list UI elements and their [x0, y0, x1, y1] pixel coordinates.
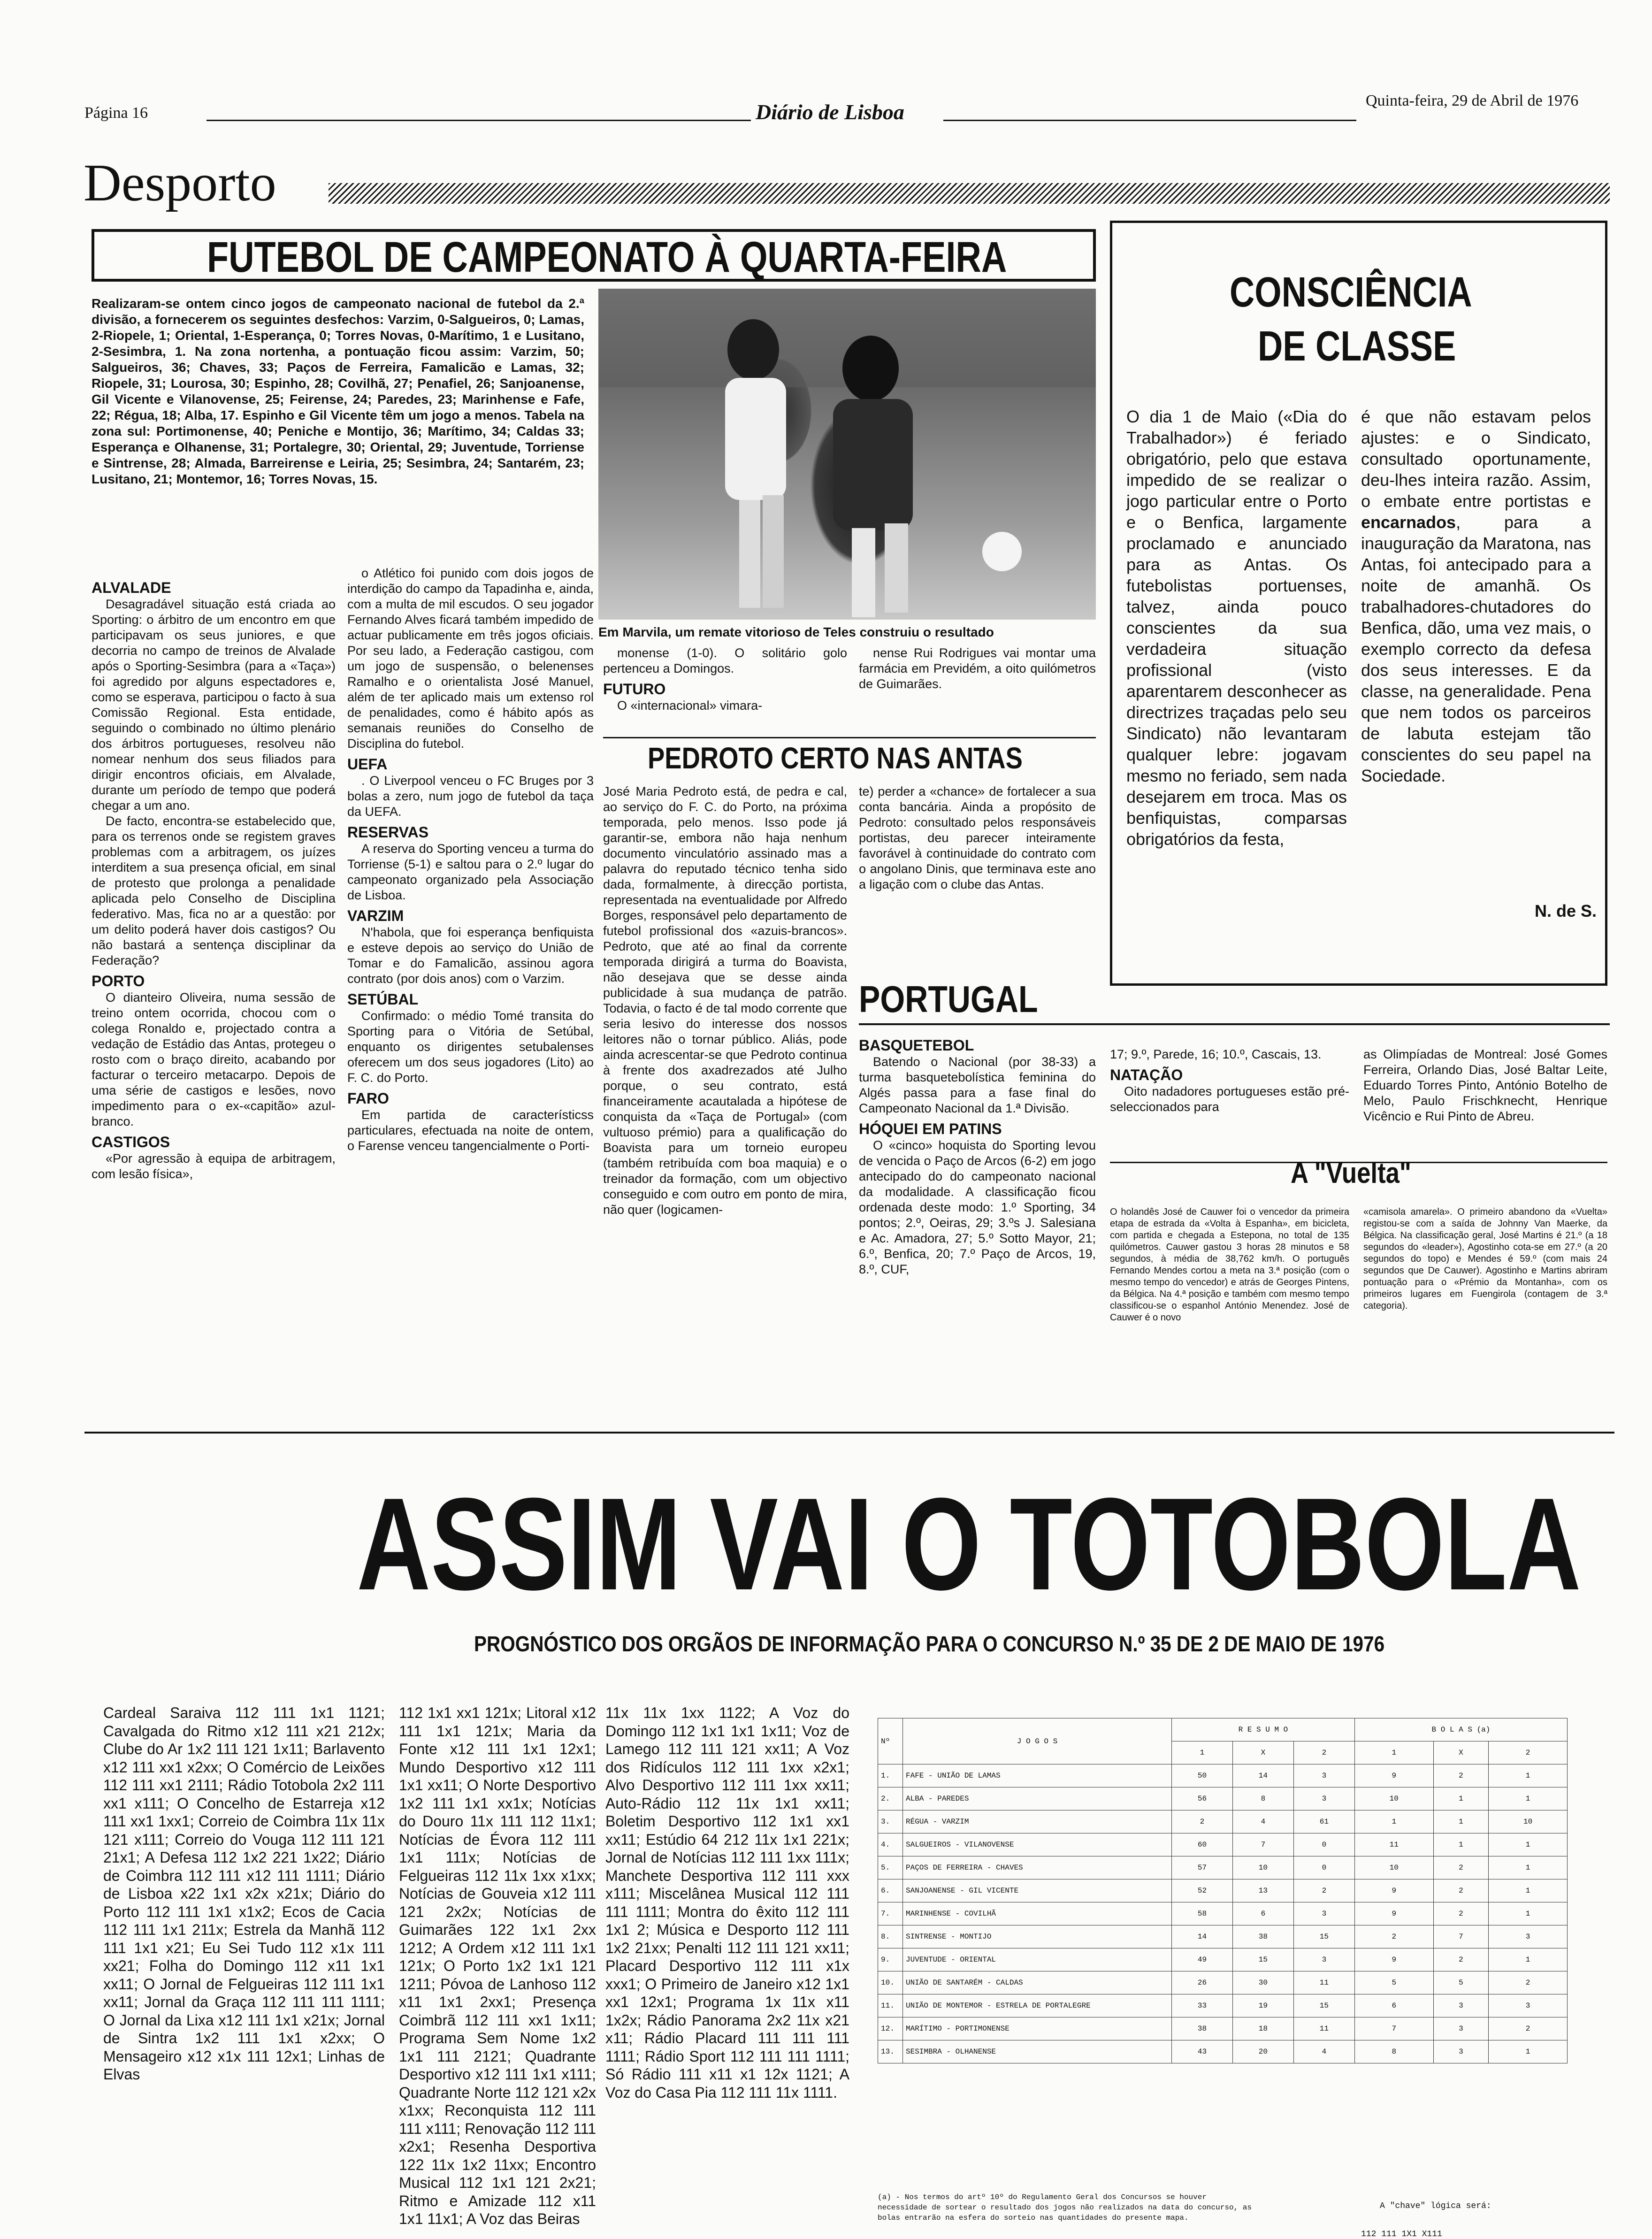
table-cell: 0: [1293, 1833, 1354, 1856]
table-row: [878, 1994, 1568, 2017]
table-cell: 1: [1433, 1833, 1489, 1856]
table-cell: 4: [1293, 2040, 1354, 2063]
table-header-bolas: B O L A S (a): [1354, 1718, 1567, 1741]
consciencia-box: [1110, 221, 1607, 986]
paragraph: Batendo o Nacional (por 38-33) a turma basquetebolística feminina do Algés passa para a fase final do Campeonato Nacional da 1.ª Divisão.: [859, 1055, 1096, 1115]
portugal-rule: [859, 1023, 1610, 1025]
subheading: NATAÇÃO: [1110, 1066, 1183, 1083]
table-row: [878, 1856, 1568, 1879]
paragraph: nense Rui Rodrigues vai montar uma farmácia em Previdém, a oito quilómetros de Guimarães.: [859, 646, 1096, 691]
totobola-subhead: PROGNÓSTICO DOS ORGÃOS DE INFORMAÇÃO PARA O CONCURSO N.º 35 DE 2 DE MAIO DE 1976: [474, 1632, 1385, 1656]
paragraph: Desagradável situação está criada ao Sporting: o árbitro de um encontro em que participavam os seus juniores, e que decorria no campo de treinos de Alvalade após o Sporting-Sesimbra (para a «Taça») foi agredido por alguns espectadores e, como se esperava, participou o facto à sua Comissão Regional. Esta entidade, seguindo o combinado no último plenário dos árbitros portugueses, resolveu não nomear nenhum dos seus filiados para dirigir encontros oficiais, em Alvalade, durante um período de tempo que poderá chegar a um ano.: [92, 597, 336, 813]
table-cell: 1: [1489, 1948, 1568, 1971]
portugal-col1: [859, 1033, 1096, 1418]
paragraph: . O Liverpool venceu o FC Bruges por 3 bolas a zero, num jogo de futebol da taça da UEFA.: [347, 774, 594, 819]
table-cell: 6.: [878, 1879, 903, 1902]
paragraph: «Por agressão à equipa de arbitragem, com lesão física»,: [92, 1151, 336, 1181]
paragraph: O «cinco» hoquista do Sporting levou de vencida o Paço de Arcos (6-2) em jogo antecipado do do campeonato nacional da modalidade. A classificação ficou ordenada deste modo: 1.º Sporting, 34 pontos; 2.º, Oeiras, 29; 3.ºs J. Salesiana e Ac. Amadora, 27; 5.º Sotto Mayor, 21; 6.º, Benfica, 20; 7.º Paço de Arcos, 19, 8.º, CUF,: [859, 1138, 1096, 1276]
consciencia-headline-1: CONSCIÊNCIA: [1230, 269, 1472, 316]
table-cell: 30: [1232, 1971, 1293, 1994]
subheading: SETÚBAL: [347, 991, 419, 1008]
table-cell: 1.: [878, 1764, 903, 1787]
subheading: VARZIM: [347, 907, 404, 924]
subheading: CASTIGOS: [92, 1134, 170, 1150]
futebol-lead: Realizaram-se ontem cinco jogos de campeonato nacional de futebol da 2.ª divisão, a fornecerem os seguintes desfechos: Varzim, 0-Salgueiros, 0; Lamas, 2-Riopele, 1; Oriental, 1-Esperança, 0; Torres Novas, 0-Marítimo, 1 e Lusitano, 2-Sesimbra, 1. Na zona nortenha, a pontuação ficou assim: Varzim, 50; Salgueiros, 36; Chaves, 33; Paços de Ferreira, Famalicão e Lamas, 32; Riopele, 31; Lourosa, 30; Espinho, 28; Covilhã, 27; Penafiel, 26; Sanjoanense, Gil Vicente e Vilanovense, 25; Feirense, 24; Paredes, 23; Marinhense e Fafe, 22; Régua, 18; Alba, 17. Espinho e Gil Vicente têm um jogo a menos. Tabela na zona sul: Portimonense, 40; Peniche e Montijo, 36; Marítimo, 34; Caldas 33; Esperança e Olhanense, 31; Portalegre, 30; Oriental, 29; Juventude, Torriense e Sintrense, 28; Almada, Barreirense e Leiria, 25; Sesimbra, 24; Santarém, 23; Lusitano, 21; Montemor, 16; Torres Novas, 15.: [92, 296, 584, 486]
futebol-headline-box: [92, 229, 1096, 282]
table-subheader-cell: 1: [1354, 1741, 1433, 1764]
paragraph: Confirmado: o médio Tomé transita do Sporting para o Vitória de Setúbal, enquanto os dirigentes setubalenses oferecem um dos seus jogadores (Lito) ao F. C. do Porto.: [347, 1009, 594, 1085]
paragraph: De facto, encontra-se estabelecido que, para os terrenos onde se registem graves problemas com a arbitragem, os juízes interditem a sua presença oficial, em sinal de protesto que prolonga a penalidade aplicada pelo Conselho de Disciplina federativo. Mas, fica no ar a questão: por um delito poderá haver dois castigos? Ou não bastará a sentença disciplinar da Federação?: [92, 814, 336, 967]
table-cell: 11.: [878, 1994, 903, 2017]
totobola-headline: ASSIM VAI O TOTOBOLA: [357, 1471, 1581, 1618]
paragraph: monense (1-0). O solitário golo pertenceu a Domingos.: [603, 646, 847, 675]
consciencia-col1: O dia 1 de Maio («Dia do Trabalhador») é feriado obrigatório, pelo que estava impedido de se realizar o jogo particular entre o Porto e o Benfica, largamente proclamado e anunciado para as Antas. Os futebolistas portuenses, talvez, ainda pouco conscientes da sua verdadeira situação profissional (visto aparentarem desconhecer as directrizes traçadas pelo seu Sindicato) não levantaram qualquer lebre: jogavam mesmo no feriado, sem nada desejarem em troca. Mas os benfiquistas, comparsas obrigatórios da festa,: [1126, 407, 1347, 849]
table-cell: 2: [1433, 1879, 1489, 1902]
table-cell: 26: [1172, 1971, 1233, 1994]
table-cell-jogo: UNIÃO DE MONTEMOR - ESTRELA DE PORTALEGRE: [903, 1994, 1172, 2017]
table-cell: 3: [1293, 1902, 1354, 1925]
table-cell: 5: [1354, 1971, 1433, 1994]
table-cell-jogo: SESIMBRA - OLHANENSE: [903, 2040, 1172, 2063]
masthead-rule-right: [943, 120, 1356, 121]
table-cell: 2: [1293, 1879, 1354, 1902]
futebol-col3: [603, 645, 847, 732]
table-cell: 1: [1489, 1879, 1568, 1902]
table-cell: 1: [1489, 1833, 1568, 1856]
masthead-rule-left: [206, 120, 751, 121]
table-cell: 19: [1232, 1994, 1293, 2017]
table-cell: 7: [1232, 1833, 1293, 1856]
table-cell: 2: [1433, 1948, 1489, 1971]
table-cell-jogo: SALGUEIROS - VILANOVENSE: [903, 1833, 1172, 1856]
chave-label: A "chave" lógica será:: [1380, 2201, 1491, 2211]
table-cell: 2: [1433, 1856, 1489, 1879]
table-cell: 58: [1172, 1902, 1233, 1925]
table-cell: 13: [1232, 1879, 1293, 1902]
paragraph: Em partida de característicss particulares, efectuada na noite de ontem, o Farense venceu tangencialmente o Porti-: [347, 1108, 594, 1153]
subheading: ALVALADE: [92, 579, 171, 596]
table-cell: 3: [1293, 1787, 1354, 1810]
table-cell: 9: [1354, 1902, 1433, 1925]
table-cell: 10.: [878, 1971, 903, 1994]
consciencia-col2-part1: é que não estavam pelos ajustes: e o Sindicato, consultado oportunamente, deu-lhes inteira razão. Assim, o embate entre portistas e: [1361, 407, 1591, 511]
table-cell: 11: [1293, 1971, 1354, 1994]
table-subheader-cell: 2: [1293, 1741, 1354, 1764]
table-cell-jogo: FAFE - UNIÃO DE LAMAS: [903, 1764, 1172, 1787]
table-cell: 12.: [878, 2017, 903, 2040]
table-cell: 49: [1172, 1948, 1233, 1971]
paragraph: Oito nadadores portugueses estão pré-seleccionados para: [1110, 1084, 1349, 1114]
table-cell: 8: [1354, 2040, 1433, 2063]
table-cell: 1: [1433, 1810, 1489, 1833]
futebol-col2: [347, 566, 594, 1415]
table-cell: 8: [1232, 1787, 1293, 1810]
table-cell: 5: [1433, 1971, 1489, 1994]
photo-caption: Em Marvila, um remate vitorioso de Teles construiu o resultado: [598, 625, 994, 639]
subheading: PORTO: [92, 973, 145, 989]
table-cell: 2: [1489, 2017, 1568, 2040]
table-cell: 38: [1232, 1925, 1293, 1948]
table-subheader-cell: 2: [1489, 1741, 1568, 1764]
table-cell: 6: [1354, 1994, 1433, 2017]
table-cell: 4.: [878, 1833, 903, 1856]
pedroto-rule: [603, 737, 1096, 739]
totobola-rule: [84, 1432, 1614, 1434]
table-row: [878, 1787, 1568, 1810]
table-cell: 15: [1293, 1925, 1354, 1948]
table-cell: 56: [1172, 1787, 1233, 1810]
table-cell-jogo: MARINHENSE - COVILHÃ: [903, 1902, 1172, 1925]
resumo-table: [878, 1718, 1568, 2063]
table-cell: 38: [1172, 2017, 1233, 2040]
subheading: HÓQUEI EM PATINS: [859, 1120, 1002, 1137]
table-cell: 2: [1172, 1810, 1233, 1833]
table-cell: 18: [1232, 2017, 1293, 2040]
table-cell: 14: [1172, 1925, 1233, 1948]
issue-date: Quinta-feira, 29 de Abril de 1976: [1366, 92, 1579, 109]
table-cell: 9: [1354, 1764, 1433, 1787]
vuelta-col2: «camisola amarela». O primeiro abandono da «Vuelta» registou-se com a saída de Johnny Van Maerke, da Bélgica. Na classificação geral, José Martins é 21.º (a 18 segundos do «leader»), Agostinho cota-se em 27.º (a 20 segundos do topo) e Mendes é 59.º (com mais 24 segundos que De Cauwer). Agostinho e Martins abriram pontuação para o «Prémio da Montanha», com os primeiros lugares em Fuengirola (contagem de 3.ª categoria).: [1363, 1207, 1607, 1311]
resumo-table-wrapper: [878, 1718, 1568, 2239]
table-cell: 2: [1433, 1902, 1489, 1925]
table-cell: 1: [1489, 1787, 1568, 1810]
consciencia-col2-part2: , para a inauguração da Maratona, nas Antas, foi antecipado para a noite de amanhã. Os trabalhadores-chutadores do Benfica, dão, uma vez mais, o exemplo correcto da defesa dos seus interesses. E da classe, na generalidade. Pena que nem todos os parceiros de labuta estejam tão conscientes do seu papel na Sociedade.: [1361, 513, 1591, 785]
subheading: FUTURO: [603, 681, 666, 698]
table-row: [878, 1833, 1568, 1856]
table-cell: 3: [1489, 1925, 1568, 1948]
table-cell: 43: [1172, 2040, 1233, 2063]
table-cell: 57: [1172, 1856, 1233, 1879]
paragraph: 17; 9.º, Parede, 16; 10.º, Cascais, 13.: [1110, 1047, 1322, 1061]
table-cell: 5.: [878, 1856, 903, 1879]
table-cell: 3: [1433, 2017, 1489, 2040]
section-hatch-rule: [329, 183, 1610, 204]
table-subheader-cell: 1: [1172, 1741, 1233, 1764]
table-cell: 3.: [878, 1810, 903, 1833]
table-cell-jogo: UNIÃO DE SANTARÉM - CALDAS: [903, 1971, 1172, 1994]
table-cell: 1: [1489, 1764, 1568, 1787]
table-cell: 1: [1489, 1856, 1568, 1879]
table-cell: 33: [1172, 1994, 1233, 2017]
table-cell: 9: [1354, 1948, 1433, 1971]
table-subheader-cell: X: [1232, 1741, 1293, 1764]
page-number: Página 16: [84, 104, 148, 122]
table-cell: 11: [1293, 2017, 1354, 2040]
table-cell: 7: [1433, 1925, 1489, 1948]
table-header-resumo: R E S U M O: [1172, 1718, 1355, 1741]
vuelta-col1: O holandês José de Cauwer foi o vencedor da primeira etapa de estrada da «Volta à Espanha», em bicicleta, com partida e chegada a Estepona, no total de 135 quilómetros. Cauwer gastou 3 horas 28 minutos e 58 segundos, à média de 38,762 km/h. O português Fernando Mendes cortou a meta na 3.ª posição (com o mesmo tempo do vencedor) e atrás de Georges Pintens, da Bélgica. Na 4.ª posição e também com mesmo tempo classificou-se o espanhol António Menendez. José de Cauwer é o novo: [1110, 1207, 1349, 1323]
consciencia-col2-bold: encarnados: [1361, 513, 1456, 532]
table-cell: 9.: [878, 1948, 903, 1971]
table-row: [878, 1925, 1568, 1948]
table-cell: 9: [1354, 1879, 1433, 1902]
vuelta-headline: A "Vuelta": [1291, 1157, 1411, 1189]
table-cell: 10: [1354, 1856, 1433, 1879]
table-cell: 1: [1354, 1810, 1433, 1833]
table-cell: 0: [1293, 1856, 1354, 1879]
pedroto-col2: te) perder a «chance» de fortalecer a sua conta bancária. Ainda a propósito de Pedroto: consultado pelos responsáveis portistas, deu parecer inteiramente favorável à continuidade do contrato com o angolano Dinis, que terminava este ano a ligação com o clube das Antas.: [859, 784, 1096, 891]
consciencia-headline-2: DE CLASSE: [1258, 323, 1456, 370]
table-cell: 2: [1354, 1925, 1433, 1948]
table-cell: 15: [1232, 1948, 1293, 1971]
table-cell: 3: [1433, 2040, 1489, 2063]
totobola-col3: 11x 11x 1xx 1122; A Voz do Domingo 112 1x1 1x1 1x11; Voz de Lamego 112 111 121 xx11; A Voz dos Ridículos 112 111 1xx x2x1; Alvo Desportivo 112 111 1xx xx11; Auto-Rádio 112 11x 1x1 xx11; Boletim Desportivo 112 1x1 xx1 xx11; Estúdio 64 212 11x 1x1 221x; Jornal de Notícias 112 111 1xx 111x; Manchete Desportiva 112 111 xxx x111; Miscelânea Musical 112 111 111 1111; Montra do êxito 112 111 1x1 2; Música e Desporto 112 111 1x2 21xx; Penalti 112 111 121 xx11; Placard Desportivo 112 111 x1x xxx1; O Primeiro de Janeiro x12 1x1 xx1 12x1; Programa 1x 11x x11 1x2x; Rádio Panorama 2x2 11x x21 x11; Rádio Placard 111 111 111 1111; Rádio Sport 112 111 111 1111; Só Rádio 111 x11 x1 12x 1121; A Voz do Casa Pia 112 111 11x 1111.: [605, 1704, 849, 2101]
table-cell: 1: [1489, 1902, 1568, 1925]
table-cell-jogo: SANJOANENSE - GIL VICENTE: [903, 1879, 1172, 1902]
subheading: RESERVAS: [347, 824, 429, 841]
table-cell: 60: [1172, 1833, 1233, 1856]
table-cell: 7.: [878, 1902, 903, 1925]
table-cell: 10: [1489, 1810, 1568, 1833]
section-title: Desporto: [84, 154, 276, 212]
table-cell: 10: [1354, 1787, 1433, 1810]
consciencia-signature: N. de S.: [1535, 901, 1597, 920]
table-cell: 2: [1489, 1971, 1568, 1994]
paragraph: N'habola, que foi esperança benfiquista e esteve depois ao serviço do União de Tomar e do Famalicão, assinou agora contrato (por dois anos) com o Varzim.: [347, 925, 594, 986]
portugal-col3: as Olimpíadas de Montreal: José Gomes Ferreira, Orlando Dias, José Baltar Leite, Eduardo Torres Pinto, António Botelho de Melo, Paulo Frischknecht, Henrique Vicêncio e Rui Pinto de Abreu.: [1363, 1047, 1607, 1123]
table-cell: 2.: [878, 1787, 903, 1810]
paragraph: o Atlético foi punido com dois jogos de interdição do campo da Tapadinha e, ainda, com a multa de mil escudos. O seu jogador Fernando Alves ficará também impedido de actuar publicamente em três jogos oficiais. Por seu lado, a Federação castigou, com um jogo de suspensão, o belenenses Ramalho e o orientalista José Manuel, além de ter aplicado mais um extenso rol de penalidades, como é hábito após as semanais reuniões do Conselho de Disciplina do futebol.: [347, 566, 594, 751]
totobola-col1: Cardeal Saraiva 112 111 1x1 1121; Cavalgada do Ritmo x12 111 x21 212x; Clube do Ar 1x2 111 121 1x11; Barlavento x12 111 xx1 x2xx; O Comércio de Leixões 112 111 xx1 2111; Rádio Totobola 2x2 111 xx1 x111; O Concelho de Estarreja x12 111 xx1 1xx1; Correio de Coimbra 11x 11x 121 x111; Correio do Vouga 112 111 121 21x1; A Defesa 112 1x2 221 1x22; Diário de Coimbra 112 111 x12 111 1111; Diário de Lisboa x22 1x1 x2x x21x; Diário do Porto 112 111 1x1 x1x2; Ecos de Cacia 112 111 1x1 211x; Estrela da Manhã 112 111 1x1 x21; Eu Sei Tudo 112 x1x 111 xx21; Folha do Domingo 112 x11 1x1 xx11; O Jornal de Felgueiras 112 111 1x1 xx11; Jornal da Graça 112 111 111 1111; O Jornal da Lixa x12 111 1x1 x21x; Jornal de Sintra 1x2 111 1x1 x2xx; O Mensageiro x12 x1x 111 12x1; Linhas de Elvas: [103, 1704, 385, 2083]
table-row: [878, 1902, 1568, 1925]
paragraph: O «internacional» vimara-: [617, 698, 763, 713]
table-cell: 3: [1489, 1994, 1568, 2017]
table-cell: 3: [1293, 1948, 1354, 1971]
table-row: [878, 2017, 1568, 2040]
table-cell: 7: [1354, 2017, 1433, 2040]
totobola-col2: 112 1x1 xx1 121x; Litoral x12 111 1x1 121x; Maria da Fonte x12 111 1x1 12x1; Mundo Desportivo x12 111 1x1 xx11; O Norte Desportivo 1x2 111 1x1 xx1x; Notícias do Douro 11x 111 112 11x1; Notícias de Évora 112 111 1x1 111x; Notícias de Felgueiras 112 11x 1xx x1xx; Notícias de Gouveia x12 111 121 2x2x; Notícias de Guimarães 122 1x1 2xx 1212; A Ordem x12 111 1x1 121x; O Porto 1x2 1x1 121 1211; Póvoa de Lanhoso 112 x11 1x1 2xx1; Presença Coimbrã 112 111 xx1 1x11; Programa Sem Nome 1x2 1x1 111 2121; Quadrante Desportivo x12 111 1x1 x111; Quadrante Norte 112 121 x2x x1xx; Reconquista 112 111 111 x111; Renovação 112 111 x2x1; Resenha Desportiva 122 11x 1x2 11xx; Encontro Musical 112 1x1 121 2x21; Ritmo e Amizade 112 x11 1x1 11x1; A Voz das Beiras: [399, 1704, 596, 2227]
table-cell: 50: [1172, 1764, 1233, 1787]
table-cell: 52: [1172, 1879, 1233, 1902]
portugal-headline: PORTUGAL: [859, 978, 1038, 1020]
table-header-no: Nº: [878, 1718, 903, 1764]
table-footnote: (a) - Nos termos do artº 10º do Regulamento Geral dos Concursos se houver necessidade de sortear o resultado dos jogos não realizados na data do concurso, as bolas entrarão na esfera do sorteio nas quantidades do presente mapa.: [878, 2193, 1252, 2222]
table-header-jogos: J O G O S: [903, 1718, 1172, 1764]
table-cell: 15: [1293, 1994, 1354, 2017]
newspaper-name: Diário de Lisboa: [756, 100, 904, 124]
table-row: [878, 1810, 1568, 1833]
table-cell: 1: [1433, 1787, 1489, 1810]
futebol-col1: [92, 575, 336, 1415]
table-cell: 20: [1232, 2040, 1293, 2063]
futebol-col4: [859, 645, 1096, 732]
football-photo: [598, 289, 1096, 620]
table-cell: 2: [1433, 1764, 1489, 1787]
subheading: BASQUETEBOL: [859, 1037, 974, 1054]
pedroto-headline: PEDROTO CERTO NAS ANTAS: [648, 741, 1023, 775]
table-row: [878, 1948, 1568, 1971]
table-cell-jogo: ALBA - PAREDES: [903, 1787, 1172, 1810]
table-row: [878, 1971, 1568, 1994]
pedroto-col1: José Maria Pedroto está, de pedra e cal, ao serviço do F. C. do Porto, na próxima temporada, pelo menos. Isso pode já garantir-se, embora não haja nenhum documento vinculatório assinado mas a palavra do reputado técnico tenha sido dada, formalmente, à direcção portista, representada na eventualidade por Alfredo Borges, responsável pelo departamento de futebol profissional dos «azuis-brancos». Pedroto, que até ao final da corrente temporada dirigirá a turma do Boavista, não desejava que se desse ainda publicidade à sua mudança de patrão. Todavia, o facto é de tal modo corrente que seria lesivo do interesse dos nossos leitores não o tornar público. Aliás, pode ainda acrescentar-se que Pedroto continua à frente dos axadrezados até Julho porque, o seu contrato, está financeiramente acautalada a hipótese de conquista da «Taça de Portugal» (com vultuoso prémio) para a qualificação do Boavista para um torneio europeu (também retribuída com boa maquia) e o treinador da formação, com um objectivo conseguido e com outro em ponto de mira, não quer (logicamen-: [603, 784, 847, 1217]
table-cell: 1: [1489, 2040, 1568, 2063]
consciencia-col2: [1361, 406, 1591, 946]
photo-figures-illustration: [598, 289, 1096, 620]
table-cell: 6: [1232, 1902, 1293, 1925]
table-row: [878, 1764, 1568, 1787]
table-row: [878, 2040, 1568, 2063]
table-row: [878, 1879, 1568, 1902]
futebol-headline: FUTEBOL DE CAMPEONATO À QUARTA-FEIRA: [207, 233, 1007, 281]
table-cell-jogo: JUVENTUDE - ORIENTAL: [903, 1948, 1172, 1971]
table-cell: 13.: [878, 2040, 903, 2063]
table-cell: 14: [1232, 1764, 1293, 1787]
resumo-table-body: [878, 1764, 1568, 2063]
table-subheader-cell: X: [1433, 1741, 1489, 1764]
table-cell: 3: [1293, 1764, 1354, 1787]
table-cell-jogo: MARÍTIMO - PORTIMONENSE: [903, 2017, 1172, 2040]
table-cell-jogo: SINTRENSE - MONTIJO: [903, 1925, 1172, 1948]
table-cell-jogo: RÉGUA - VARZIM: [903, 1810, 1172, 1833]
table-cell: 11: [1354, 1833, 1433, 1856]
table-cell-jogo: PAÇOS DE FERREIRA - CHAVES: [903, 1856, 1172, 1879]
table-cell: 61: [1293, 1810, 1354, 1833]
subheading: FARO: [347, 1090, 389, 1107]
table-cell: 3: [1433, 1994, 1489, 2017]
paragraph: A reserva do Sporting venceu a turma do Torriense (5-1) e saltou para o 2.º lugar do campeonato organizado pela Associação de Lisboa.: [347, 842, 594, 902]
table-cell: 4: [1232, 1810, 1293, 1833]
paragraph: O dianteiro Oliveira, numa sessão de treino ontem ocorrida, chocou com o colega Ronaldo e, projectado contra a vedação de Estádio das Antas, protegeu o rosto com o braço direito, acabando por facturar o terceiro metacarpo. Depois de uma série de castigos e lesões, novo impedimento para o ex-«capitão» azul-branco.: [92, 990, 336, 1128]
table-cell: 8.: [878, 1925, 903, 1948]
chave-value: 112 111 1X1 X111: [1361, 2230, 1442, 2239]
table-cell: 10: [1232, 1856, 1293, 1879]
subheading: UEFA: [347, 756, 388, 773]
